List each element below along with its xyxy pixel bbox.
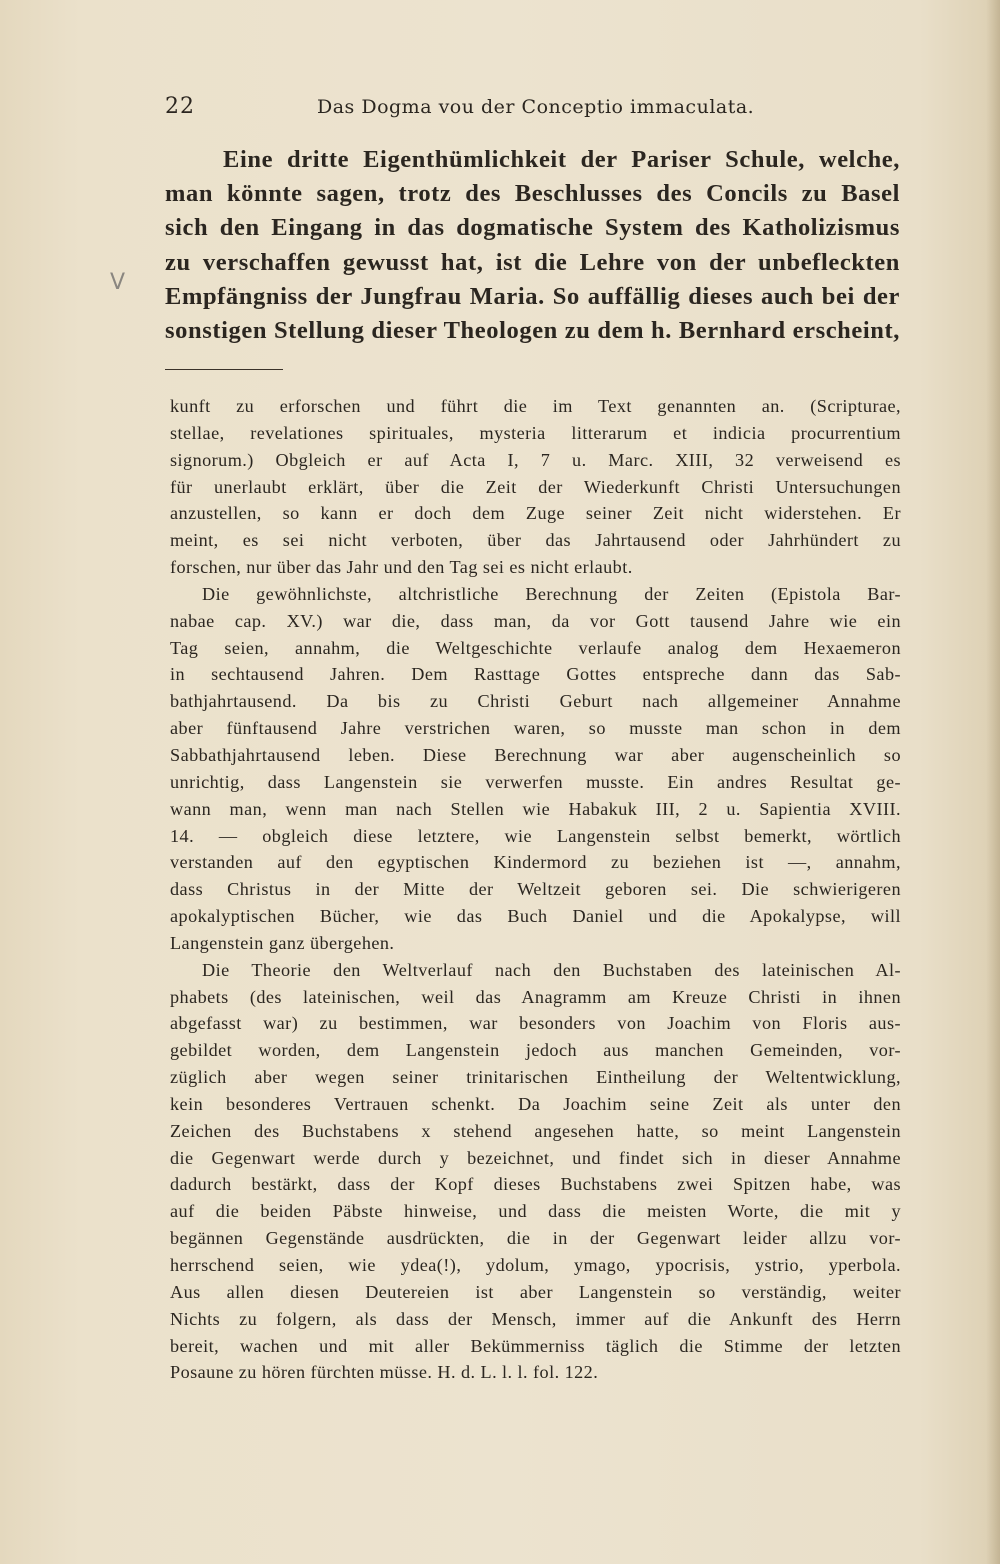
footnote-line: Tag seien, annahm, die Weltgeschichte verlaufe analog dem Hexaemeron [170, 637, 901, 658]
footnote-line: kunft zu erforschen und führt die im Text genannten an. (Scripturae, [170, 396, 901, 416]
footnote-line: Zeichen des Buchstabens x stehend angesehen hatte, so meint Langenstein [170, 1120, 901, 1141]
footnote-line: kein besonderes Vertrauen schenkt. Da Joachim seine Zeit als unter den [170, 1093, 901, 1114]
footnote-line: signorum.) Obgleich er auf Acta I, 7 u. Marc. XIII, 32 verweisend es [170, 449, 901, 470]
footnote-line: phabets (des lateinischen, weil das Anagramm am Kreuze Christi in ihnen [170, 986, 901, 1007]
main-line: zu verschaffen gewusst hat, ist die Lehre von der unbefleckten [165, 248, 900, 276]
footnote-line: anzustellen, so kann er doch dem Zuge seiner Zeit nicht widerstehen. Er [170, 503, 901, 524]
footnote-line: Die gewöhnlichste, altchristliche Berechnung der Zeiten (Epistola Bar- [202, 583, 901, 604]
main-paragraph [165, 143, 900, 348]
footnote-line: begännen Gegenstände ausdrückten, die in der Gegenwart leider allzu vor- [170, 1228, 901, 1249]
main-line: Empfängniss der Jungfrau Maria. So auffällig dieses auch bei der [165, 282, 900, 310]
footnote-block [170, 393, 901, 1386]
footnote-line: abgefasst war) zu bestimmen, war besonders von Joachim von Floris aus- [170, 1013, 901, 1034]
footnote-line: unrichtig, dass Langenstein sie verwerfen musste. Ein andres Resultat ge- [170, 771, 901, 792]
footnote-line: 14. — obgleich diese letztere, wie Langenstein selbst bemerkt, wörtlich [170, 825, 901, 846]
footnote-line: Langenstein ganz übergehen. [170, 932, 395, 953]
margin-check-mark: V [110, 270, 126, 295]
footnote-line: die Gegenwart werde durch y bezeichnet, und findet sich in dieser Annahme [170, 1147, 901, 1168]
page-number: 22 [165, 94, 195, 119]
footnote-line: bathjahrtausend. Da bis zu Christi Geburt nach allgemeiner Annahme [170, 691, 901, 712]
footnote-line: Die Theorie den Weltverlauf nach den Buchstaben des lateinischen Al- [202, 959, 901, 980]
footnote-line: forschen, nur über das Jahr und den Tag sei es nicht erlaubt. [170, 557, 633, 578]
page-edge-shadow [986, 0, 1000, 1564]
footnote-line: Nichts zu folgern, als dass der Mensch, immer auf die Ankunft des Herrn [170, 1308, 901, 1329]
main-line: man könnte sagen, trotz des Beschlusses des Concils zu Basel [165, 180, 900, 208]
footnote-line: Aus allen diesen Deutereien ist aber Langenstein so verständig, weiter [170, 1281, 901, 1302]
footnote-line: Sabbathjahrtausend leben. Diese Berechnung war aber augenscheinlich so [170, 744, 901, 765]
footnote-line: meint, es sei nicht verboten, über das Jahrtausend oder Jahrhündert zu [170, 530, 901, 551]
main-line: sonstigen Stellung dieser Theologen zu dem h. Bernhard erscheint, [165, 317, 900, 345]
page-header [165, 94, 900, 124]
footnote-line: dadurch bestärkt, dass der Kopf dieses Buchstabens zwei Spitzen habe, was [170, 1174, 901, 1195]
footnote-line: nabae cap. XV.) war die, dass man, da vor Gott tausend Jahre wie ein [170, 610, 901, 631]
footnote-line: für unerlaubt erklärt, über die Zeit der Wiederkunft Christi Untersuchungen [170, 476, 901, 497]
main-line: Eine dritte Eigenthümlichkeit der Pariser Schule, welche, [223, 146, 900, 173]
footnote-separator [165, 369, 283, 370]
footnote-line: Posaune zu hören fürchten müsse. H. d. L. l. l. fol. 122. [170, 1362, 599, 1383]
footnote-line: apokalyptischen Bücher, wie das Buch Daniel und die Apokalypse, will [170, 906, 901, 927]
footnote-line: wann man, wenn man nach Stellen wie Habakuk III, 2 u. Sapientia XVIII. [170, 798, 901, 819]
footnote-line: aber fünftausend Jahre verstrichen waren, so musste man schon in dem [170, 718, 901, 739]
footnote-line: gebildet worden, dem Langenstein jedoch aus manchen Gemeinden, vor- [170, 1040, 901, 1061]
main-line: sich den Eingang in das dogmatische System des Katholizismus [165, 214, 900, 242]
footnote-line: bereit, wachen und mit aller Bekümmerniss täglich die Stimme der letzten [170, 1335, 901, 1356]
footnote-line: züglich aber wegen seiner trinitarischen Eintheilung der Weltentwicklung, [170, 1067, 901, 1088]
footnote-line: auf die beiden Päbste hinweise, und dass die meisten Worte, die mit y [170, 1201, 901, 1222]
footnote-line: verstanden auf den egyptischen Kindermord zu beziehen ist —, annahm, [170, 852, 901, 873]
footnote-line: stellae, revelationes spirituales, mysteria litterarum et indicia procurrentium [170, 422, 901, 443]
footnote-line: dass Christus in der Mitte der Weltzeit geboren sei. Die schwierigeren [170, 879, 901, 900]
running-title: Das Dogma vou der Conceptio immaculata. [317, 96, 755, 118]
footnote-line: herrschend seien, wie ydea(!), ydolum, ymago, ypocrisis, ystrio, yperbola. [170, 1255, 901, 1275]
footnote-line: in sechtausend Jahren. Dem Rasttage Gottes entspreche dann das Sab- [170, 664, 901, 685]
